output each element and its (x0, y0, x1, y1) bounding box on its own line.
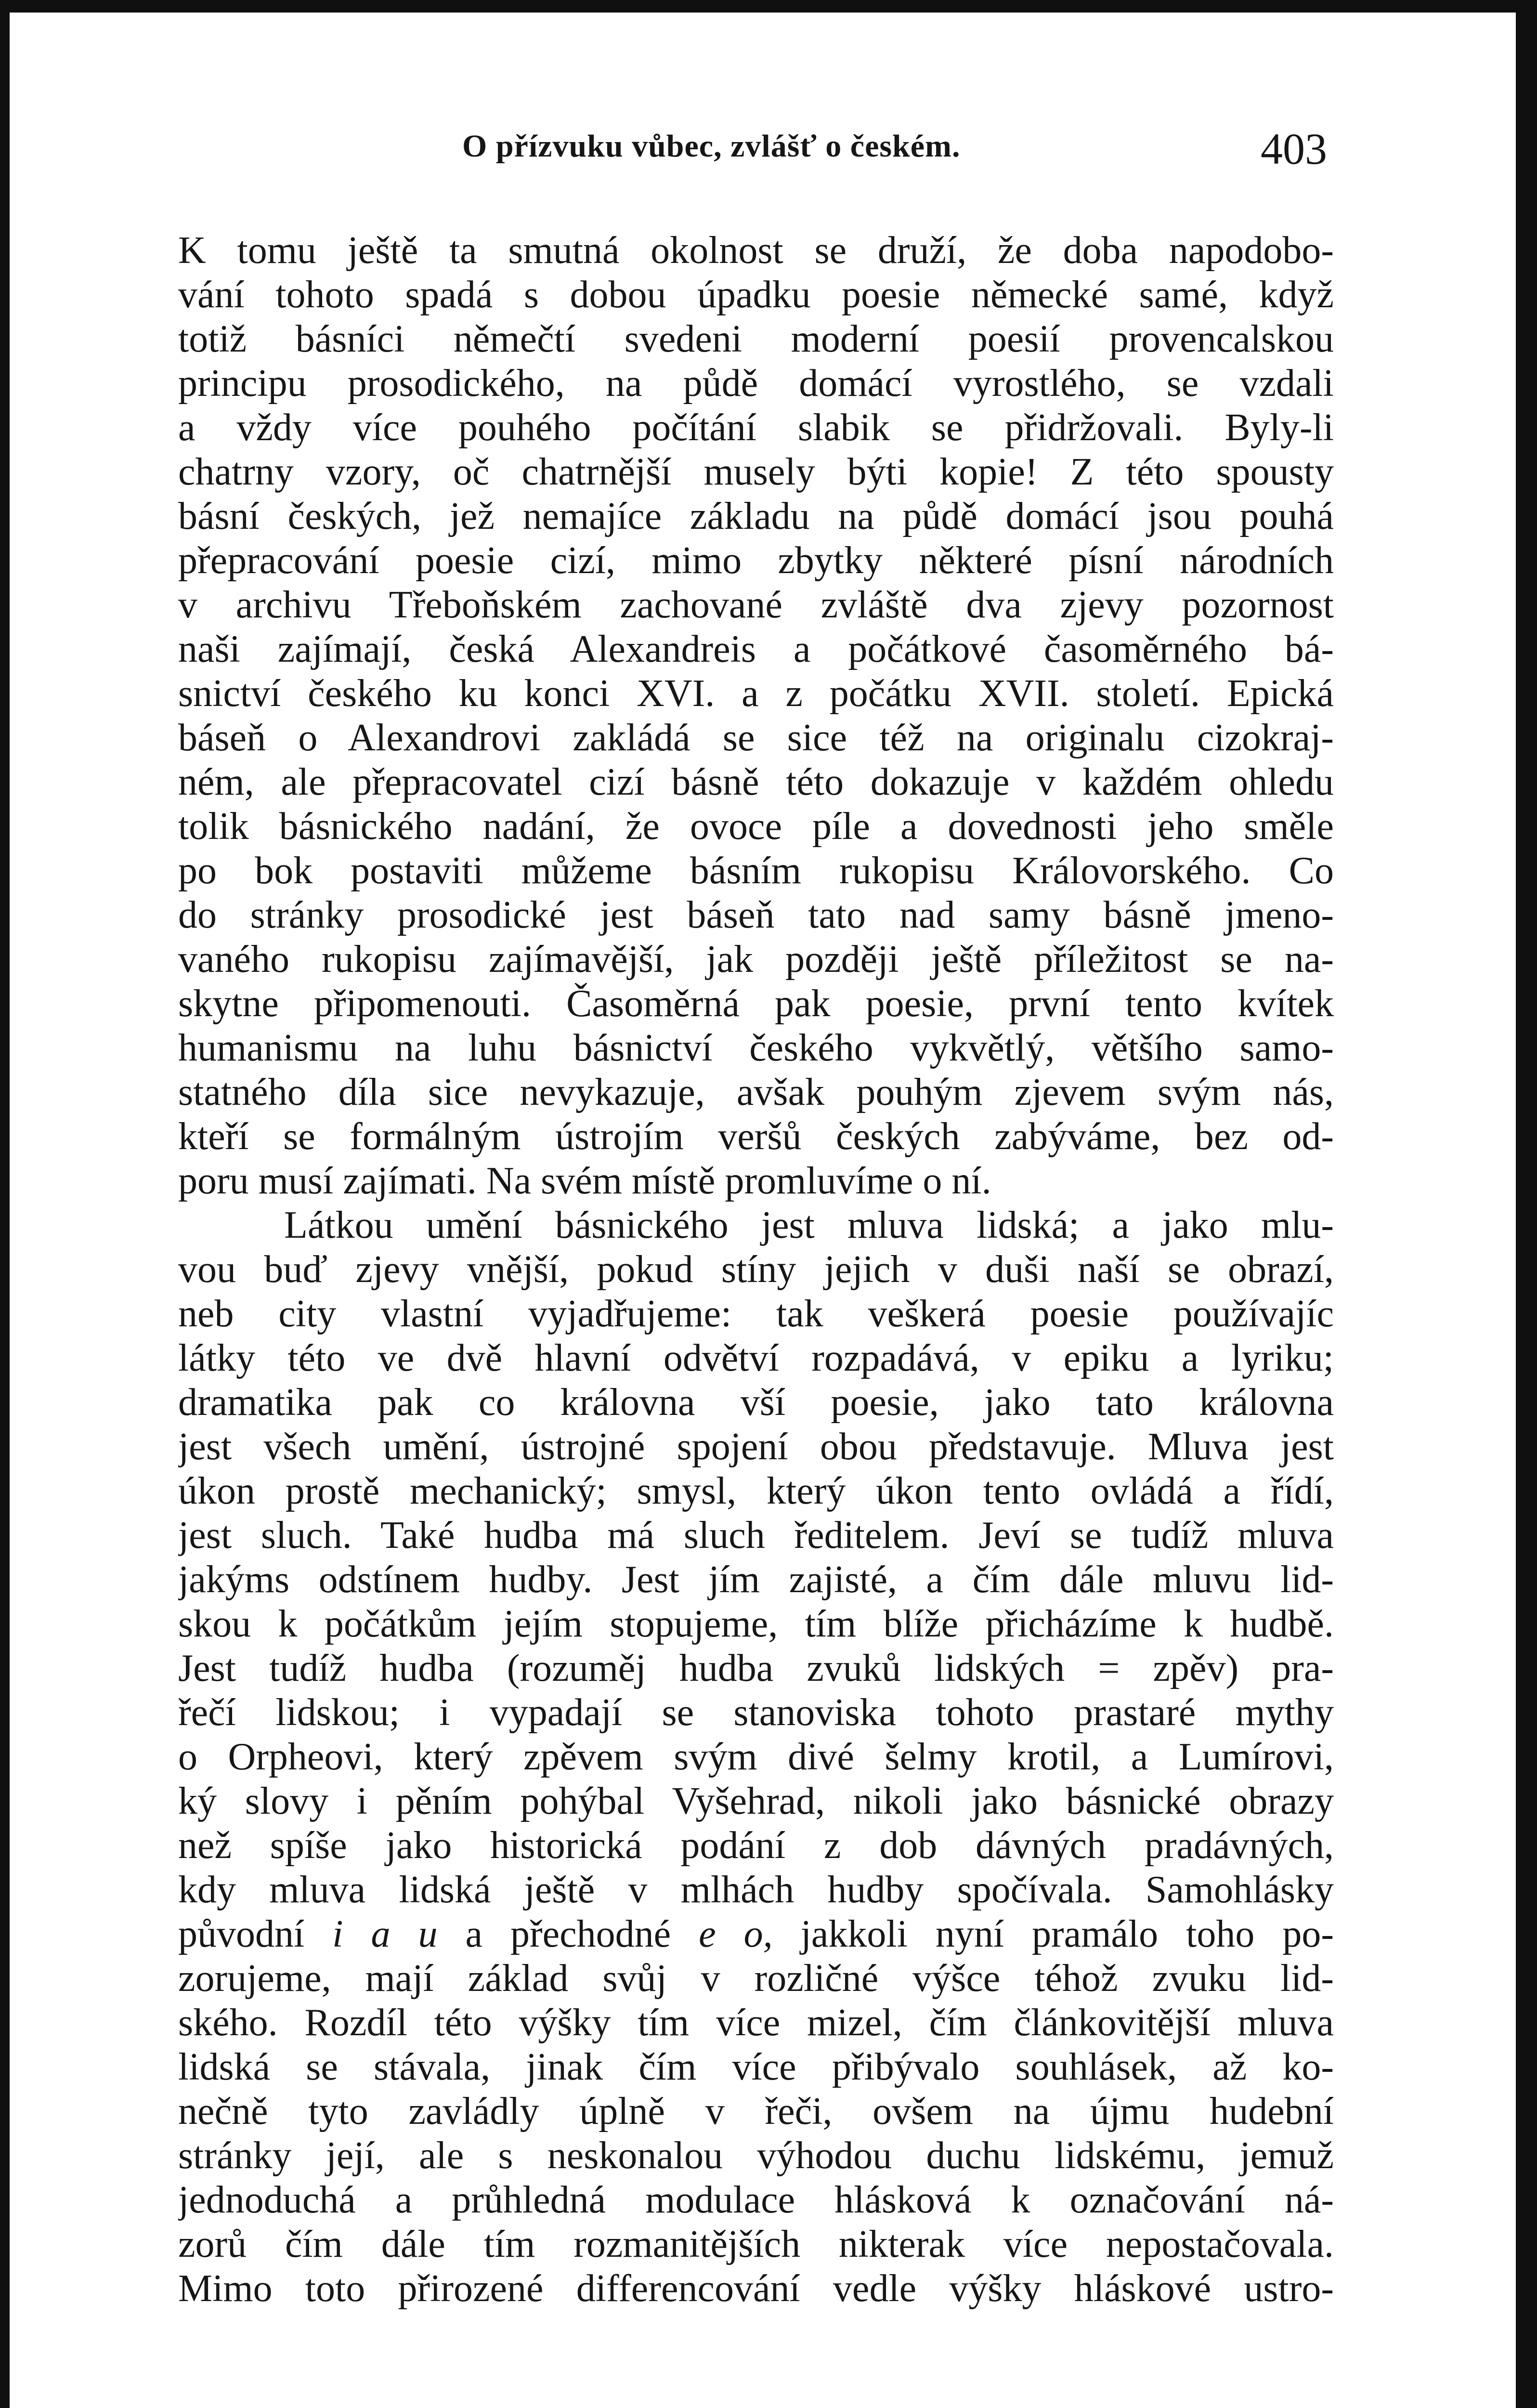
text-line (178, 273, 1334, 317)
text-segment: principu prosodického, na půdě domácí vyrostlého, se vzdali (178, 362, 1334, 405)
text-segment: v archivu Třeboňském zachované zvláště dva zjevy pozornost (178, 584, 1334, 626)
text-line (178, 760, 1334, 804)
text-line (178, 494, 1334, 538)
text-line (178, 1646, 1334, 1690)
page-header (10, 123, 1516, 176)
text-segment: kdy mluva lidská ještě v mlhách hudby spočívala. Samohlásky (178, 1869, 1334, 1911)
text-segment: po bok postaviti můžeme básním rukopisu Královorského. Co (178, 850, 1334, 892)
text-line (178, 1469, 1334, 1513)
text-segment: úkon prostě mechanický; smysl, který úkon tento ovládá a řídí, (178, 1470, 1334, 1512)
text-segment: látky této ve dvě hlavní odvětví rozpadává, v epiku a lyriku; (178, 1337, 1334, 1379)
text-line (178, 804, 1334, 849)
text-segment: a vždy více pouhého počítání slabik se přidržovali. Byly-li (178, 406, 1334, 449)
text-line (178, 1380, 1334, 1425)
text-segment: neb city vlastní vyjadřujeme: tak veškerá poesie používajíc (178, 1293, 1334, 1335)
text-line (178, 1159, 1334, 1203)
text-segment: stránky její, ale s neskonalou výhodou duchu lidskému, jemuž (178, 2134, 1334, 2177)
text-line (178, 1690, 1334, 1735)
text-segment: zorujeme, mají základ svůj v rozličné výšce téhož zvuku lid- (178, 1957, 1334, 2000)
text-segment: poru musí zajímati. Na svém místě promluvíme o ní. (178, 1160, 991, 1202)
text-segment: lidská se stávala, jinak čím více přibývalo souhlásek, až ko- (178, 2046, 1334, 2088)
text-segment: ném, ale přepracovatel cizí básně této dokazuje v každém ohledu (178, 761, 1334, 803)
text-line (178, 317, 1334, 361)
text-segment: původní (178, 1913, 333, 1955)
text-segment: skytne připomenouti. Časoměrná pak poesie, první tento kvítek (178, 982, 1334, 1025)
text-line (178, 2222, 1334, 2266)
text-segment: totiž básníci němečtí svedeni moderní poesií provencalskou (178, 318, 1334, 360)
text-line (178, 406, 1334, 450)
text-line (178, 2001, 1334, 2045)
text-line (178, 1292, 1334, 1336)
text-line (178, 228, 1334, 273)
text-line (178, 1557, 1334, 1602)
text-line (178, 1513, 1334, 1557)
text-segment: než spíše jako historická podání z dob dávných pradávných, (178, 1824, 1334, 1867)
text-segment: vou buď zjevy vnější, pokud stíny jejich v duši naší se obrazí, (178, 1248, 1334, 1291)
text-segment: jakkoli nyní pramálo toho po- (772, 1913, 1334, 1955)
text-segment: statného díla sice nevykazuje, avšak pouhým zjevem svým nás, (178, 1071, 1334, 1113)
text-line (178, 716, 1334, 760)
text-line (178, 937, 1334, 982)
text-line (178, 893, 1334, 937)
text-line (178, 1247, 1334, 1292)
text-line (178, 982, 1334, 1026)
text-line (178, 2178, 1334, 2222)
text-line (178, 1336, 1334, 1380)
text-segment: jakýms odstínem hudby. Jest jím zajisté, a čím dále mluvu lid- (178, 1558, 1334, 1601)
text-segment: humanismu na luhu básnictví českého vykvětlý, většího samo- (178, 1027, 1334, 1069)
text-segment: skou k počátkům jejím stopujeme, tím blíže přicházíme k hudbě. (178, 1603, 1334, 1645)
text-line (178, 1425, 1334, 1469)
italic-text: e o, (699, 1913, 773, 1955)
text-segment: Jest tudíž hudba (rozuměj hudba zvuků lidských = zpěv) pra- (178, 1647, 1334, 1689)
scan-border-right (1516, 0, 1537, 2408)
text-segment: jest sluch. Také hudba má sluch ředitelem. Jeví se tudíž mluva (178, 1514, 1334, 1557)
text-segment: jednoduchá a průhledná modulace hlásková k označování ná- (178, 2179, 1334, 2221)
text-segment: dramatika pak co královna vší poesie, jako tato královna (178, 1381, 1334, 1424)
text-line (178, 1823, 1334, 1868)
text-segment: přepracování poesie cizí, mimo zbytky některé písní národních (178, 539, 1334, 582)
text-segment: o Orpheovi, který zpěvem svým divé šelmy krotil, a Lumírovi, (178, 1736, 1334, 1778)
text-line (178, 1203, 1334, 1247)
page-number: 403 (1261, 124, 1327, 173)
book-page (10, 13, 1516, 2408)
scan-border-top (0, 0, 1537, 13)
text-segment: řečí lidskou; i vypadají se stanoviska tohoto prastaré mythy (178, 1691, 1334, 1734)
body-text (178, 228, 1334, 2311)
text-segment: Mimo toto přirozené differencování vedle výšky hláskové ustro- (178, 2267, 1334, 2310)
text-segment: naši zajímají, česká Alexandreis a počátkové časoměrného bá- (178, 628, 1334, 670)
text-segment: K tomu ještě ta smutná okolnost se druží, že doba napodobo- (178, 229, 1334, 272)
text-segment: do stránky prosodické jest báseň tato nad samy básně jmeno- (178, 894, 1334, 936)
text-segment: vaného rukopisu zajímavější, jak později ještě příležitost se na- (178, 938, 1334, 981)
text-line (178, 1779, 1334, 1823)
text-segment: kteří se formálným ústrojím veršů českých zabýváme, bez od- (178, 1115, 1334, 1158)
text-segment: ského. Rozdíl této výšky tím více mizel, čím článkovitější mluva (178, 2002, 1334, 2044)
text-segment: a přechodné (437, 1913, 699, 1955)
text-line (178, 1956, 1334, 2001)
text-line (178, 538, 1334, 583)
text-line (178, 1602, 1334, 1646)
text-line (178, 1026, 1334, 1070)
text-line (178, 1912, 1334, 1956)
text-segment: ký slovy i pěním pohýbal Vyšehrad, nikoli jako básnické obrazy (178, 1780, 1334, 1822)
text-line (178, 1070, 1334, 1114)
text-segment: nečně tyto zavládly úplně v řeči, ovšem na újmu hudební (178, 2090, 1334, 2133)
scan-border-left (0, 0, 10, 2408)
text-line (178, 2133, 1334, 2178)
text-line (178, 671, 1334, 716)
text-segment: snictví českého ku konci XVI. a z počátku XVII. století. Epická (178, 672, 1334, 715)
text-line (178, 2045, 1334, 2089)
running-title: O přízvuku vůbec, zvlášť o českém. (462, 129, 961, 164)
text-segment: báseň o Alexandrovi zakládá se sice též na originalu cizokraj- (178, 717, 1334, 759)
text-segment: zorů čím dále tím rozmanitějších nikterak více nepostačovala. (178, 2223, 1334, 2265)
text-segment: tolik básnického nadání, že ovoce píle a dovednosti jeho směle (178, 805, 1334, 848)
text-line (178, 2089, 1334, 2133)
text-line (178, 627, 1334, 671)
text-line (178, 1114, 1334, 1159)
text-segment: básní českých, jež nemajíce základu na půdě domácí jsou pouhá (178, 495, 1334, 537)
italic-text: i a u (332, 1913, 438, 1955)
text-line (178, 1735, 1334, 1779)
text-segment: Látkou umění básnického jest mluva lidská; a jako mlu- (284, 1204, 1334, 1246)
text-line (178, 2266, 1334, 2311)
text-segment: jest všech umění, ústrojné spojení obou představuje. Mluva jest (178, 1426, 1334, 1468)
text-line (178, 1868, 1334, 1912)
text-line (178, 583, 1334, 627)
text-segment: chatrny vzory, oč chatrnější musely býti kopie! Z této spousty (178, 451, 1334, 493)
text-line (178, 361, 1334, 406)
text-line (178, 450, 1334, 494)
text-segment: vání tohoto spadá s dobou úpadku poesie německé samé, když (178, 274, 1334, 316)
text-line (178, 849, 1334, 893)
